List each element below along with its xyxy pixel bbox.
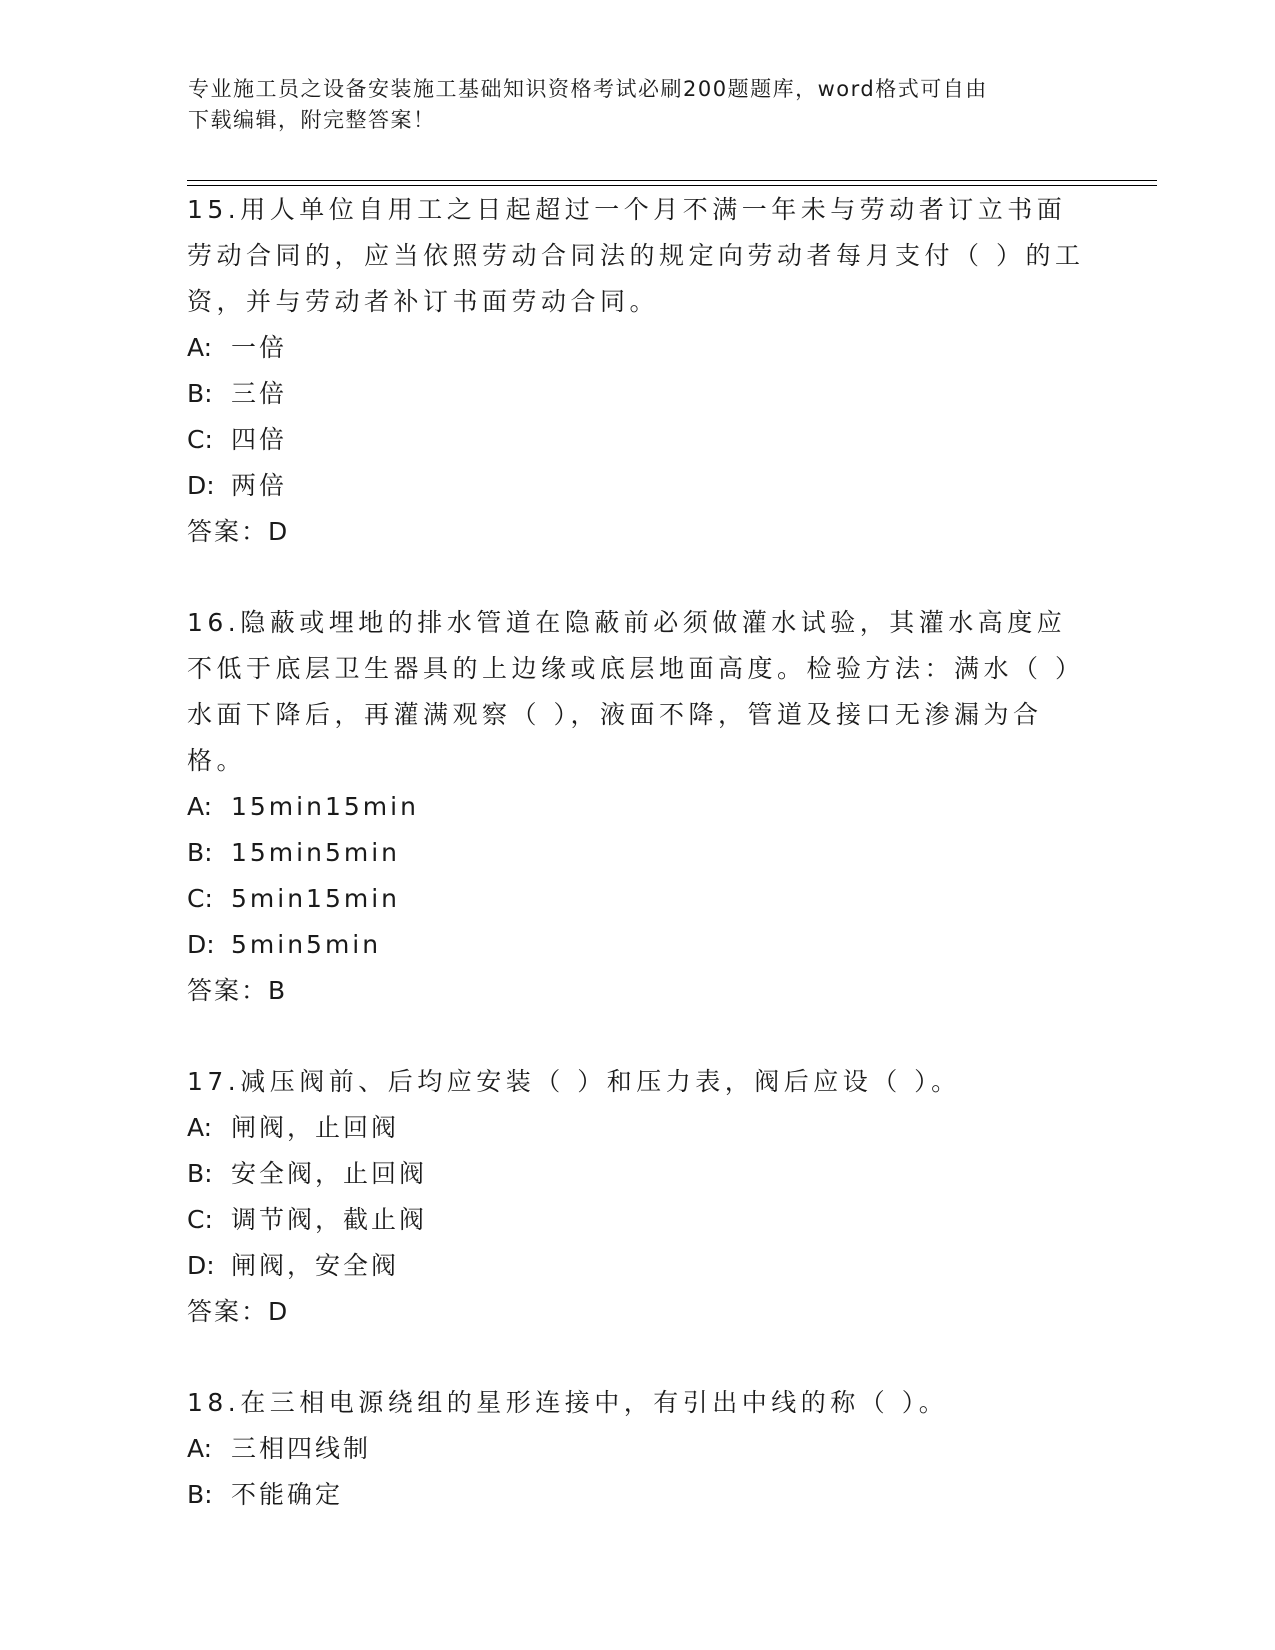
option-text: 5min5min xyxy=(231,930,382,959)
option-text: 5min15min xyxy=(231,884,401,913)
option-letter: B: xyxy=(187,838,213,867)
question-stem: 18.在三相电源绕组的星形连接中，有引出中线的称（ ）。 xyxy=(187,1388,949,1417)
question-16 xyxy=(187,600,1087,1014)
option-letter: B: xyxy=(187,1480,213,1509)
answer-line: 答案：D xyxy=(187,517,290,546)
option-text: 三相四线制 xyxy=(231,1434,372,1463)
option-b xyxy=(187,830,1087,876)
option-letter: A: xyxy=(187,1434,213,1463)
option-text: 安全阀，止回阀 xyxy=(231,1159,428,1188)
option-d xyxy=(187,463,1087,509)
option-text: 不能确定 xyxy=(231,1480,344,1509)
question-stem: 17.减压阀前、后均应安装（ ）和压力表，阀后应设（ ）。 xyxy=(187,1067,961,1096)
option-text: 调节阀，截止阀 xyxy=(231,1205,428,1234)
header-line-2: 下载编辑，附完整答案！ xyxy=(188,108,436,132)
option-text: 三倍 xyxy=(231,379,288,408)
question-17 xyxy=(187,1059,1087,1335)
question-list xyxy=(187,187,1087,1563)
option-c xyxy=(187,876,1087,922)
option-text: 15min15min xyxy=(231,792,419,821)
document-header xyxy=(188,74,1068,136)
option-letter: A: xyxy=(187,333,213,362)
header-divider-bottom xyxy=(187,185,1157,186)
option-letter: D: xyxy=(187,471,215,500)
question-18 xyxy=(187,1380,1087,1518)
option-d xyxy=(187,1243,1087,1289)
option-text: 闸阀，安全阀 xyxy=(231,1251,400,1280)
option-c xyxy=(187,417,1087,463)
option-text: 四倍 xyxy=(231,425,288,454)
option-text: 闸阀，止回阀 xyxy=(231,1113,400,1142)
option-a xyxy=(187,325,1087,371)
option-c xyxy=(187,1197,1087,1243)
option-b xyxy=(187,371,1087,417)
option-letter: B: xyxy=(187,1159,213,1188)
option-b xyxy=(187,1151,1087,1197)
option-letter: A: xyxy=(187,792,213,821)
option-letter: C: xyxy=(187,425,213,454)
option-text: 15min5min xyxy=(231,838,401,867)
header-line-1: 专业施工员之设备安装施工基础知识资格考试必刷200题题库，word格式可自由 xyxy=(188,77,988,101)
option-d xyxy=(187,922,1087,968)
option-letter: D: xyxy=(187,930,215,959)
question-stem: 16.隐蔽或埋地的排水管道在隐蔽前必须做灌水试验，其灌水高度应不低于底层卫生器具的上边缘或底层地面高度。检验方法：满水（ ）水面下降后，再灌满观察（ ），液面不降，管道及接口无渗漏为合格。 xyxy=(187,608,1085,775)
answer-line: 答案：B xyxy=(187,976,288,1005)
header-divider-top xyxy=(187,180,1157,181)
option-a xyxy=(187,1426,1087,1472)
option-letter: C: xyxy=(187,884,213,913)
option-text: 一倍 xyxy=(231,333,288,362)
option-text: 两倍 xyxy=(231,471,288,500)
option-letter: C: xyxy=(187,1205,213,1234)
option-letter: D: xyxy=(187,1251,215,1280)
option-b xyxy=(187,1472,1087,1518)
question-15 xyxy=(187,187,1087,555)
question-stem: 15.用人单位自用工之日起超过一个月不满一年未与劳动者订立书面劳动合同的，应当依照劳动合同法的规定向劳动者每月支付（ ）的工资，并与劳动者补订书面劳动合同。 xyxy=(187,195,1085,316)
option-a xyxy=(187,1105,1087,1151)
option-a xyxy=(187,784,1087,830)
option-letter: B: xyxy=(187,379,213,408)
option-letter: A: xyxy=(187,1113,213,1142)
answer-line: 答案：D xyxy=(187,1297,290,1326)
